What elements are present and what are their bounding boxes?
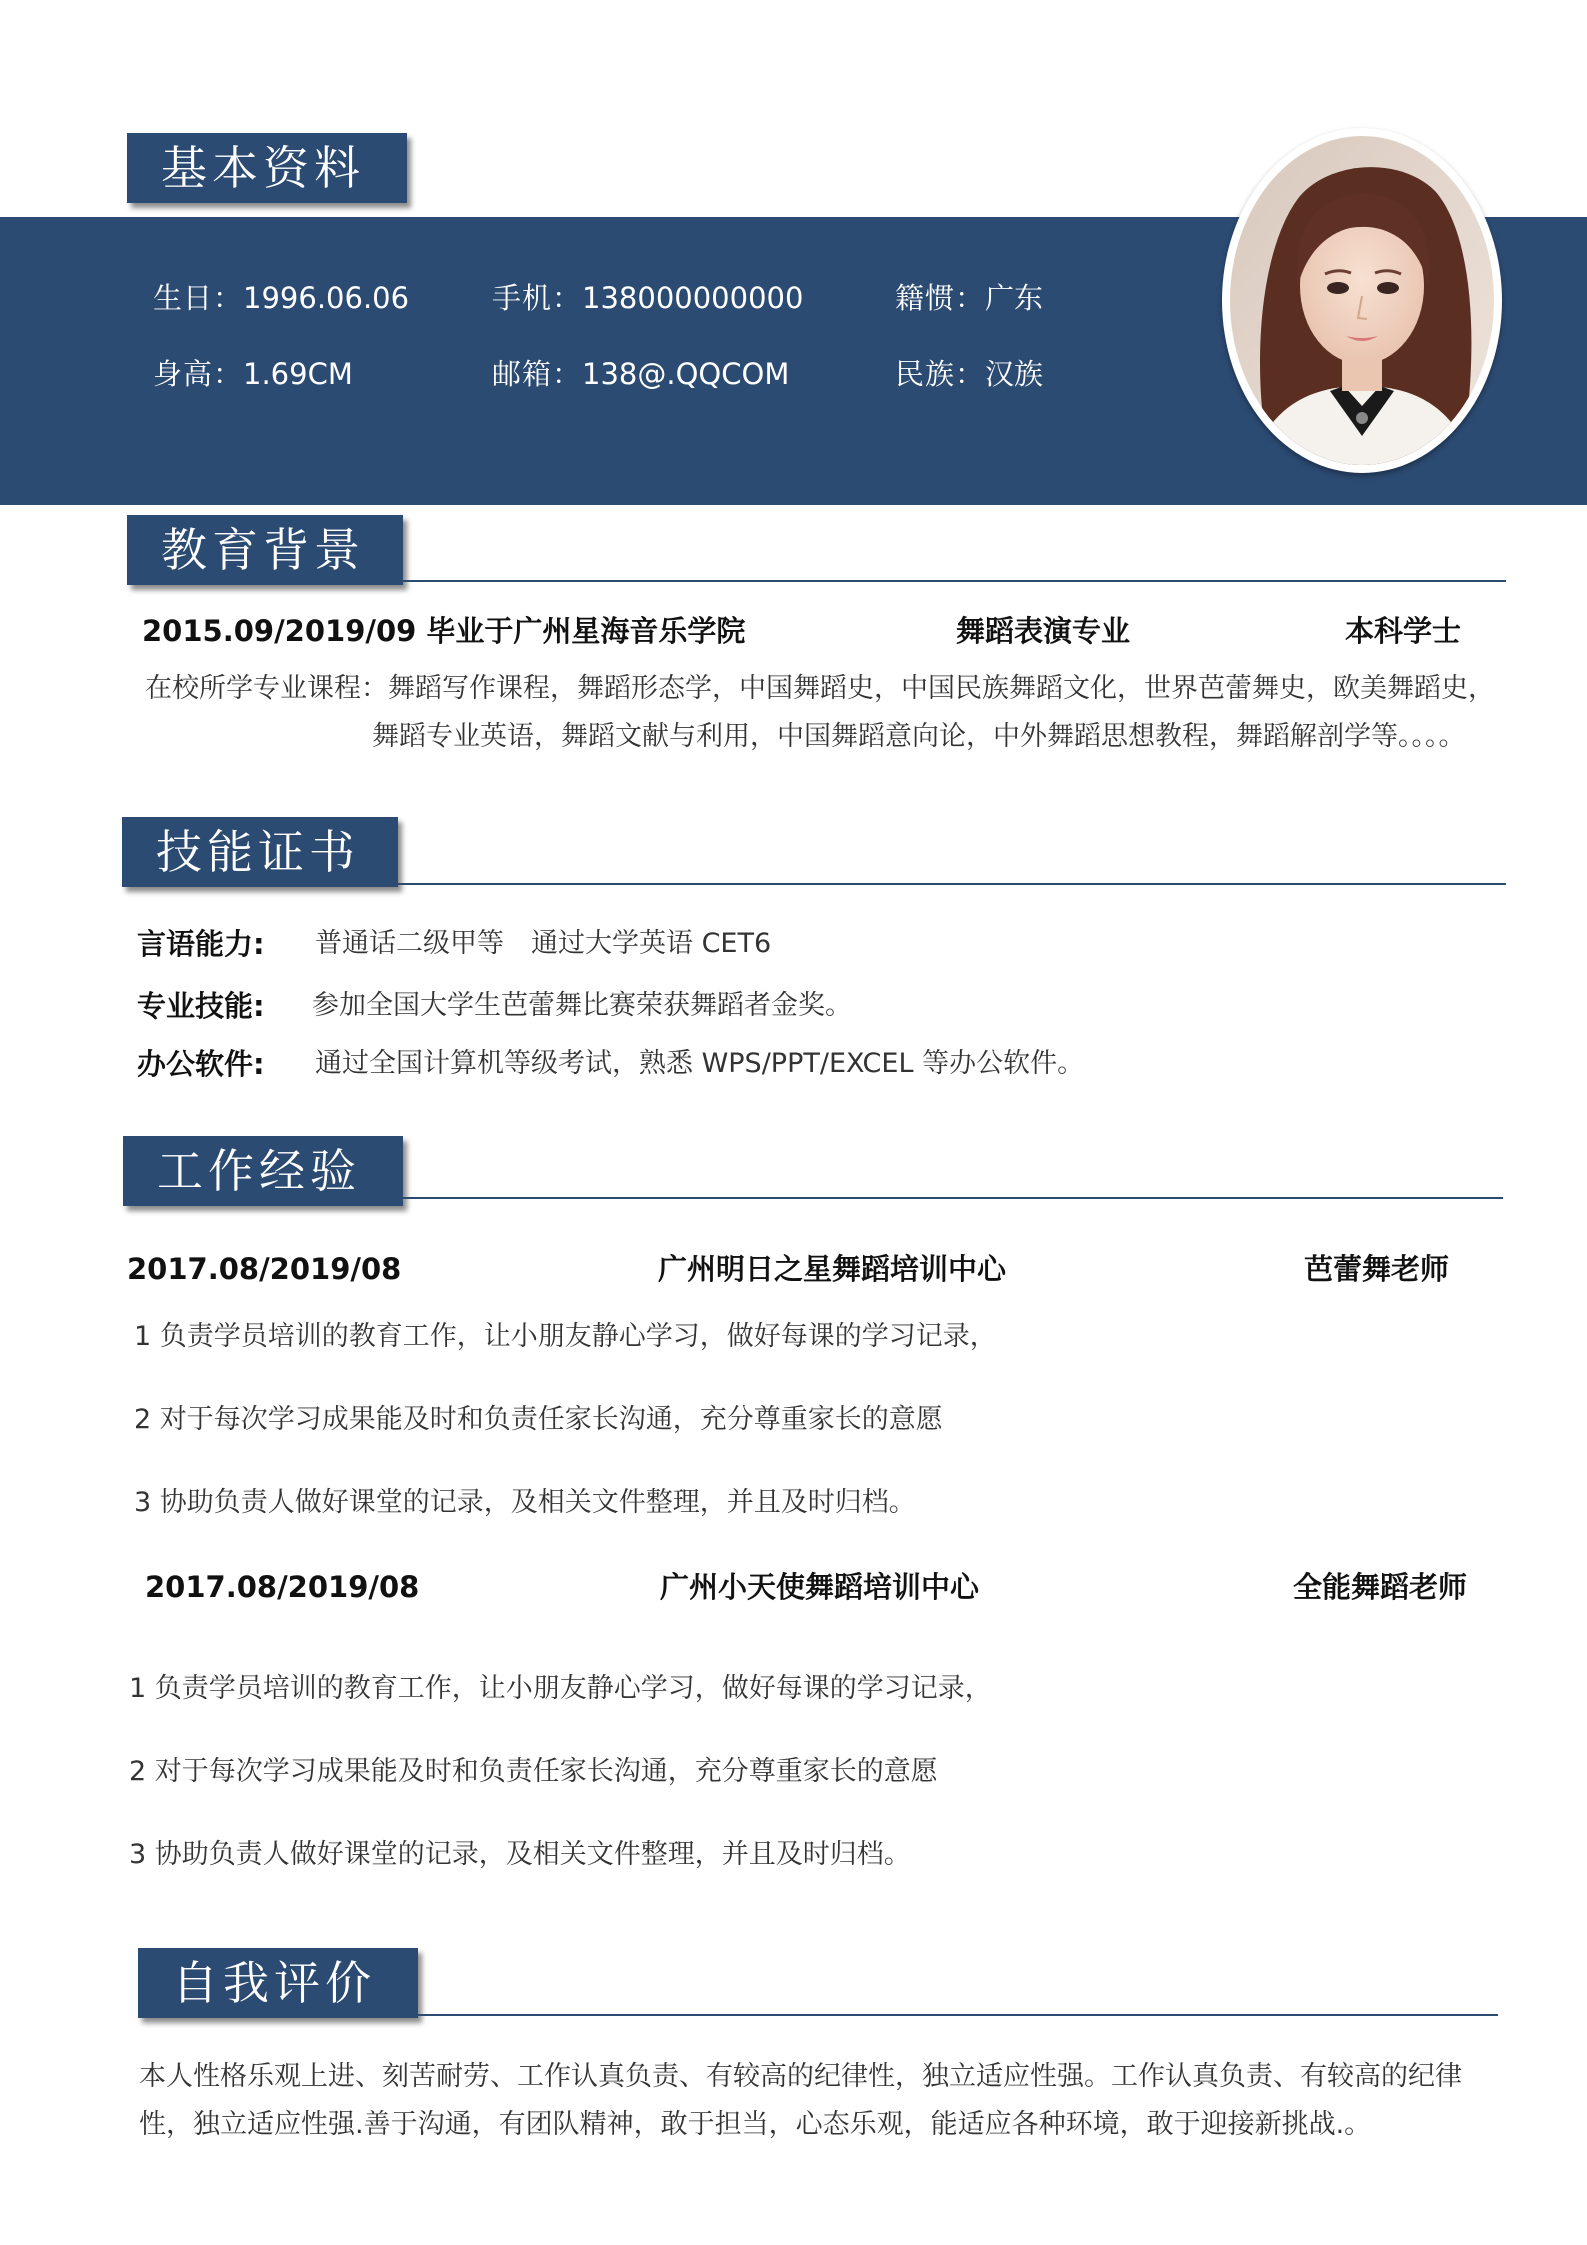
origin-field xyxy=(895,278,1043,318)
job2-role: 全能舞蹈老师 xyxy=(1293,1570,1468,1604)
section-title-skills: 技能证书 xyxy=(122,817,398,887)
self-eval-divider xyxy=(418,2014,1498,2016)
skill-label-office: 办公软件: xyxy=(137,1047,265,1081)
section-title-self-eval: 自我评价 xyxy=(138,1948,418,2018)
height-value: 1.69CM xyxy=(243,357,353,391)
self-eval-line2: 性，独立适应性强.善于沟通，有团队精神，敢于担当，心态乐观，能适应各种环境，敢于迎接新挑战.。 xyxy=(139,2109,1372,2140)
section-title-education: 教育背景 xyxy=(127,515,403,585)
email-value: 138@.QQCOM xyxy=(582,357,790,391)
phone-field xyxy=(492,278,803,318)
job2-duty-1: 1 负责学员培训的教育工作，让小朋友静心学习，做好每课的学习记录， xyxy=(129,1673,992,1704)
birthday-value: 1996.06.06 xyxy=(243,281,410,315)
origin-label: 籍惯： xyxy=(895,281,986,315)
skill-label-language: 言语能力: xyxy=(137,927,265,961)
email-field xyxy=(492,354,789,394)
height-label: 身高： xyxy=(153,357,244,391)
skills-divider xyxy=(398,883,1506,885)
self-eval-line1: 本人性格乐观上进、刻苦耐劳、工作认真负责、有较高的纪律性，独立适应性强。工作认真负责、有较高的纪律 xyxy=(139,2061,1462,2092)
job1-period: 2017.08/2019/08 xyxy=(127,1252,402,1286)
email-label: 邮箱： xyxy=(492,357,583,391)
education-degree: 本科学士 xyxy=(1345,614,1462,648)
height-field xyxy=(153,354,353,394)
profile-photo xyxy=(1230,136,1494,465)
profile-photo-frame xyxy=(1222,128,1502,473)
education-divider xyxy=(403,580,1506,582)
phone-value: 138000000000 xyxy=(582,281,804,315)
job1-duty-1: 1 负责学员培训的教育工作，让小朋友静心学习，做好每课的学习记录， xyxy=(134,1321,997,1352)
birthday-label: 生日： xyxy=(153,281,244,315)
job2-duty-3: 3 协助负责人做好课堂的记录，及相关文件整理，并且及时归档。 xyxy=(129,1839,911,1870)
ethnicity-field xyxy=(895,354,1043,394)
phone-label: 手机： xyxy=(492,281,583,315)
education-major: 舞蹈表演专业 xyxy=(956,614,1131,648)
origin-value: 广东 xyxy=(985,281,1044,315)
skill-value-language: 普通话二级甲等 通过大学英语 CET6 xyxy=(315,928,772,959)
section-title-basic: 基本资料 xyxy=(127,133,407,203)
job1-duty-3: 3 协助负责人做好课堂的记录，及相关文件整理，并且及时归档。 xyxy=(134,1487,916,1518)
ethnicity-value: 汉族 xyxy=(985,357,1044,391)
skill-value-professional: 参加全国大学生芭蕾舞比赛荣获舞蹈者金奖。 xyxy=(312,990,852,1021)
skill-value-office: 通过全国计算机等级考试，熟悉 WPS/PPT/EXCEL 等办公软件。 xyxy=(315,1048,1085,1079)
job1-company: 广州明日之星舞蹈培训中心 xyxy=(658,1252,1007,1286)
job2-duty-2: 2 对于每次学习成果能及时和负责任家长沟通，充分尊重家长的意愿 xyxy=(129,1756,938,1787)
job1-role: 芭蕾舞老师 xyxy=(1304,1252,1450,1286)
skill-label-professional: 专业技能: xyxy=(137,989,265,1023)
education-courses-line1: 在校所学专业课程：舞蹈写作课程，舞蹈形态学，中国舞蹈史，中国民族舞蹈文化，世界芭蕾舞史，欧美舞蹈史， xyxy=(145,673,1495,704)
job2-company: 广州小天使舞蹈培训中心 xyxy=(660,1570,980,1604)
section-title-work: 工作经验 xyxy=(123,1136,403,1206)
birthday-field xyxy=(153,278,409,318)
education-courses-line2: 舞蹈专业英语，舞蹈文献与利用，中国舞蹈意向论，中外舞蹈思想教程，舞蹈解剖学等。。。。 xyxy=(372,721,1466,752)
education-period-school: 2015.09/2019/09 毕业于广州星海音乐学院 xyxy=(142,614,746,648)
work-divider xyxy=(403,1197,1503,1199)
job1-duty-2: 2 对于每次学习成果能及时和负责任家长沟通，充分尊重家长的意愿 xyxy=(134,1404,943,1435)
ethnicity-label: 民族： xyxy=(895,357,986,391)
job2-period: 2017.08/2019/08 xyxy=(145,1570,420,1604)
